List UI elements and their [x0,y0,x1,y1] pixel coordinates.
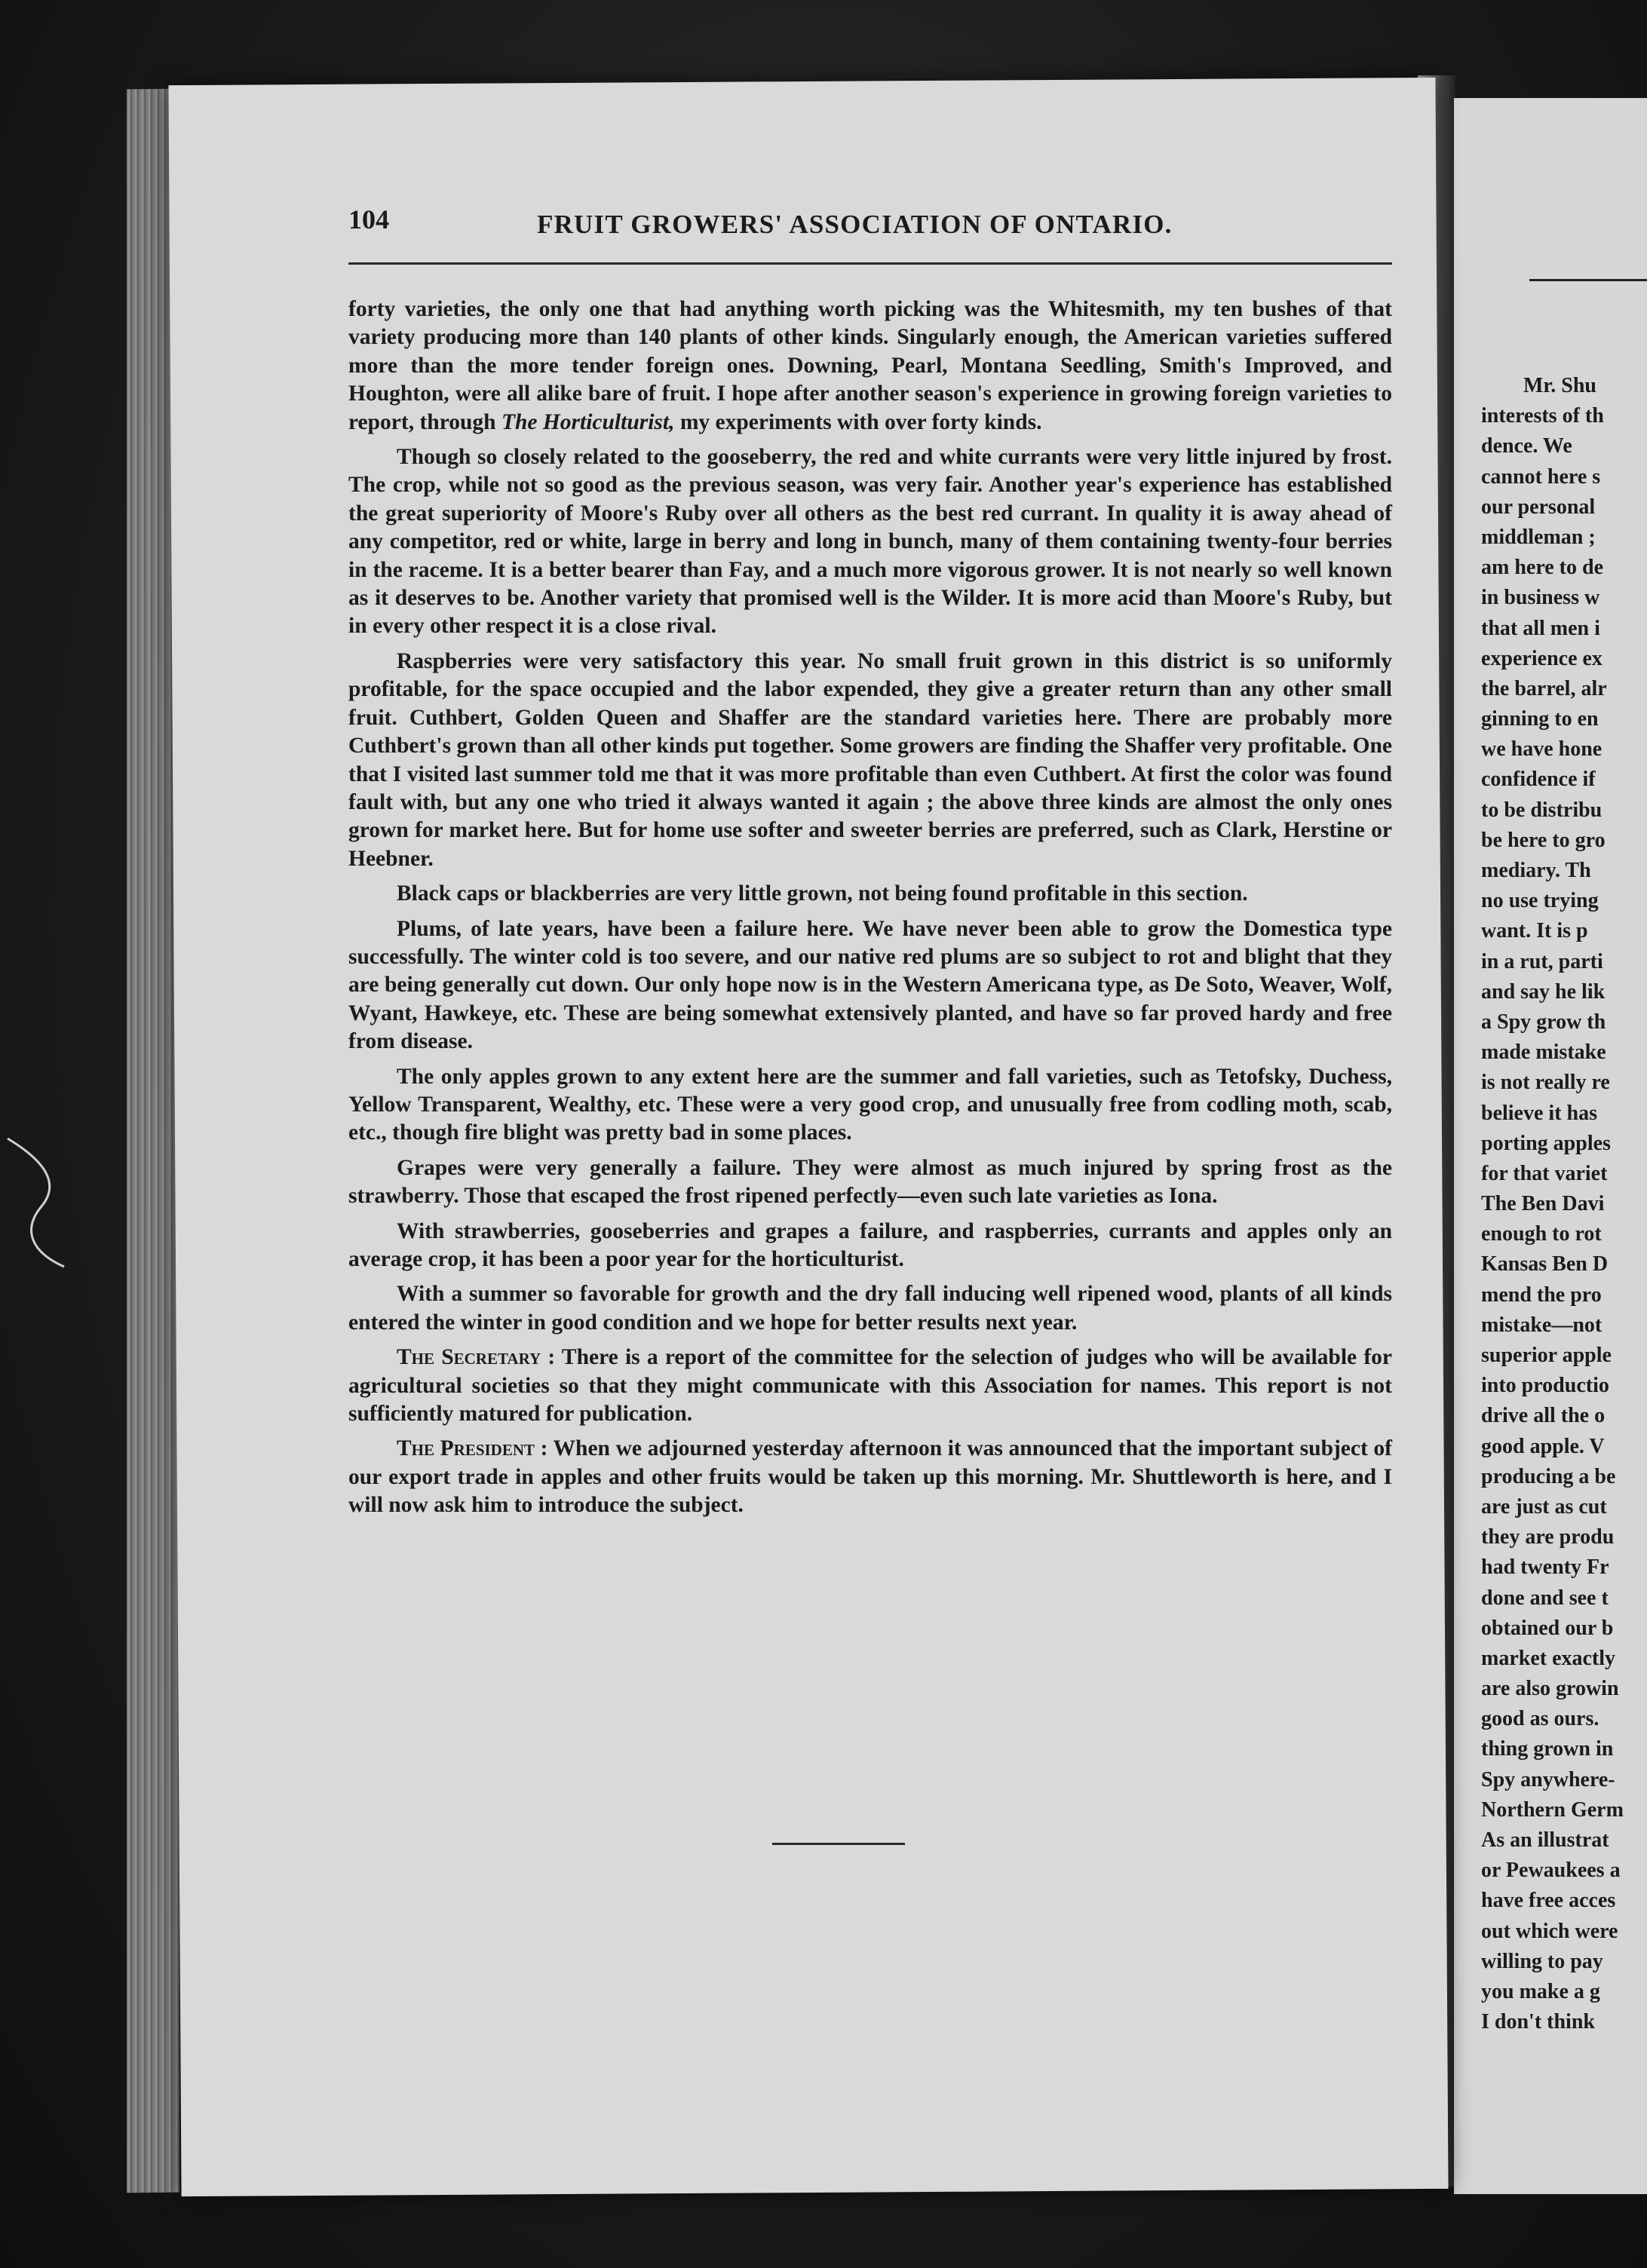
secretary-remark: : There is a report of the committee for the selection of judges who will be available for agricultural societies so that they might communicate with this Association for names. This report is not sufficiently matured for publication. [348,1345,1392,1427]
facing-page-line: dence. We [1481,434,1572,458]
facing-page-line: middleman ; [1481,525,1596,549]
facing-page-line: that all men i [1481,616,1600,640]
paragraph-summary: With strawberries, gooseberries and grapes a failure, and raspberries, currants and apples only an average crop, it has been a poor year for the horticulturist. [348,1218,1392,1271]
facing-page-line: is not really re [1481,1071,1610,1095]
facing-page-rule [1529,279,1647,281]
facing-page-line: Mr. Shu [1523,374,1597,397]
facing-page-line: porting apples [1481,1131,1611,1155]
facing-page-line: want. It is p [1481,919,1588,943]
facing-page-line: obtained our b [1481,1616,1614,1640]
facing-page-line: The Ben Davi [1481,1192,1605,1216]
paragraph-blackberries: Black caps or blackberries are very little grown, not being found profitable in this section. [397,881,1248,906]
facing-page-line: market exactly [1481,1646,1616,1670]
facing-page-line: good as ours. [1481,1707,1599,1731]
publication-title: The Horticulturist, [501,409,675,434]
facing-page-line: ginning to en [1481,707,1599,731]
facing-page-line: to be distribu [1481,798,1603,822]
section-end-rule [772,1843,905,1845]
facing-page-line: have free acces [1481,1889,1616,1913]
facing-page-line: As an illustrat [1481,1828,1609,1852]
page-number: 104 [348,204,389,234]
facing-page-line: superior apple [1481,1344,1612,1367]
facing-page-line: in business w [1481,586,1600,610]
facing-page-line: they are produ [1481,1525,1615,1549]
facing-page-text [1481,371,1647,2037]
paragraph-apples: The only apples grown to any extent here are the summer and fall varieties, such as Tetofsky, Duchess, Yellow Transparent, Wealthy, etc. These were a very good crop, and unusually free from codling moth, scab, etc., though fire blight was pretty bad in some places. [348,1064,1392,1145]
facing-page-line: mediary. Th [1481,859,1591,882]
facing-page-line: out which were [1481,1919,1618,1943]
facing-page-line: Kansas Ben D [1481,1252,1609,1277]
paragraph-grapes: Grapes were very generally a failure. They were almost as much injured by spring frost as the strawberry. Those that escaped the frost ripened perfectly—even such late varieties as Iona. [348,1155,1392,1209]
facing-page-line: are also growin [1481,1677,1619,1701]
facing-page-line: made mistake [1481,1041,1606,1065]
facing-page-line: Northern Germ [1481,1798,1624,1822]
facing-page-line: you make a g [1481,1979,1600,2003]
facing-page-line: the barrel, alr [1481,676,1607,700]
facing-page-line: good apple. V [1481,1434,1605,1458]
facing-page [1454,98,1647,2194]
facing-page-line: am here to de [1481,556,1603,580]
header-rule [348,262,1392,265]
paragraph-currants: Though so closely related to the gooseberry, the red and white currants were very little injured by frost. The crop, while not so good as the previous season, was very fair. Another year's experience has established the great superiority of Moore's Ruby over all others as the best red currant. In quality it is away ahead of any competitor, red or white, large in berry and long in bunch, many of them containing twenty-four berries in the raceme. It is a better bearer than Fay, and a much more vigorous grower. It is not nearly so well known as it deserves to be. Another variety that promised well is the Wilder. It is more acid than Moore's Ruby, but in every other respect it is a close rival. [348,445,1392,639]
facing-page-line: drive all the o [1481,1404,1606,1428]
running-head: FRUIT GROWERS' ASSOCIATION OF ONTARIO. [537,210,1173,239]
facing-page-line: believe it has [1481,1101,1597,1125]
facing-page-line: interests of th [1481,404,1604,428]
paragraph-text-tail: my experiments with over forty kinds. [674,409,1042,434]
facing-page-line: producing a be [1481,1464,1616,1488]
facing-page-line: enough to rot [1481,1222,1602,1246]
facing-page-line: thing grown in [1481,1737,1614,1761]
paragraph-raspberries: Raspberries were very satisfactory this year. No small fruit grown in this district is so uniformly profitable, for the space occupied and the labor expended, they give a greater return than any other small fruit. Cuthbert, Golden Queen and Shaffer are the standard varieties here. There are probably more Cuthbert's grown than all other kinds put together. Some growers are finding the Shaffer very profitable. One that I visited last summer told me that it was more profitable than even Cuthbert. At first the color was found fault with, but any one who tried it always wanted it again ; the above three kinds are almost the only ones grown for market here. But for home use softer and sweeter berries are preferred, such as Clark, Herstine or Heebner. [348,648,1392,871]
facing-page-line: had twenty Fr [1481,1555,1609,1580]
facing-page-line: done and see t [1481,1586,1609,1610]
facing-page-line: in a rut, parti [1481,949,1603,973]
facing-page-line: for that variet [1481,1161,1608,1185]
paragraph-plums: Plums, of late years, have been a failure here. We have never been able to grow the Domestica type successfully. The winter cold is too severe, and our native red plums are so subject to rot and blight that they are being generally cut down. Our only hope now is in the Western Americana type, as De Soto, Weaver, Wolf, Wyant, Hawkeye, etc. These are being somewhat extensively planted, and have so far proved hardy and free from disease. [348,916,1392,1054]
facing-page-line: no use trying [1481,889,1599,913]
facing-page-line: and say he lik [1481,979,1606,1004]
body-text [348,296,1392,1527]
paragraph-president [348,1435,1392,1519]
facing-page-line: cannot here s [1481,464,1601,489]
facing-page-line: be here to gro [1481,828,1606,852]
speaker-president: The President [397,1436,535,1461]
facing-page-line: into productio [1481,1374,1609,1398]
facing-page-line: willing to pay [1481,1949,1603,1973]
paragraph-secretary [348,1344,1392,1428]
facing-page-line: I don't think [1481,2010,1595,2034]
paragraph-text: forty varieties, the only one that had anything worth picking was the Whitesmith, my ten bushes of that variety producing more than 140 plants of other kinds. Singularly enough, the American varieties suffered more than the more tender foreign ones. Downing, Pearl, Montana Seedling, Smith's Improved, and Houghton, were all alike bare of fruit. I hope after another season's experience in growing foreign varieties to report, through [348,297,1392,434]
facing-page-line: confidence if [1481,768,1596,792]
facing-page-line: Spy anywhere- [1481,1767,1615,1791]
paragraph-whitesmith [348,296,1392,437]
speaker-secretary: The Secretary [397,1345,541,1370]
facing-page-line: a Spy grow th [1481,1010,1606,1034]
president-remark: : When we adjourned yesterday afternoon it was announced that the important subject of our export trade in apples and other fruits would be taken up this morning. Mr. Shuttleworth is here, and I will now ask him to introduce the subject. [348,1436,1393,1518]
facing-page-line: we have hone [1481,737,1603,762]
facing-page-line: mistake—not [1481,1313,1603,1337]
paragraph-outlook: With a summer so favorable for growth and the dry fall inducing well ripened wood, plants of all kinds entered the winter in good condition and we hope for better results next year. [348,1282,1392,1335]
facing-page-line: our personal [1481,495,1596,519]
facing-page-line: are just as cut [1481,1494,1607,1519]
scan-scratch-mark [0,1131,68,1282]
facing-page-line: mend the pro [1481,1283,1602,1307]
facing-page-line: experience ex [1481,646,1603,670]
facing-page-line: or Pewaukees a [1481,1859,1621,1883]
